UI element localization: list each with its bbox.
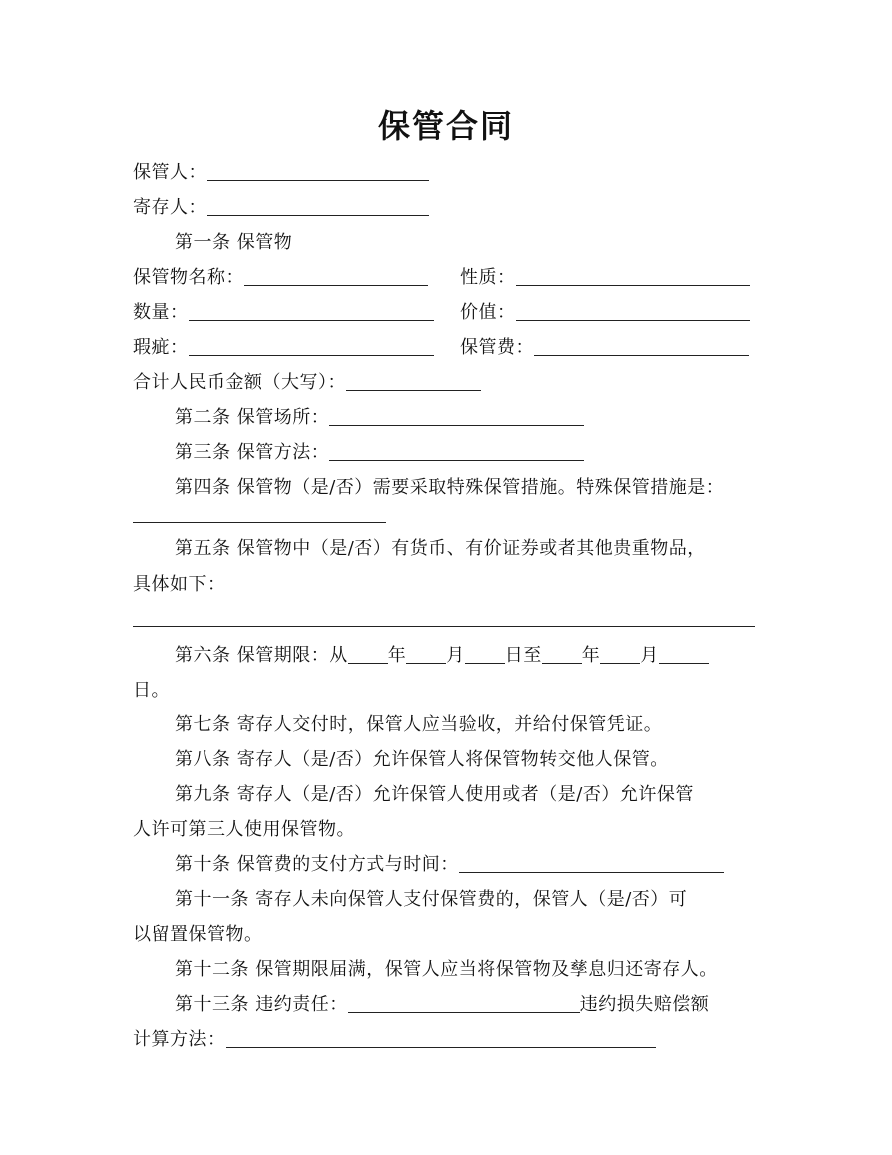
total-amount-label: 合计人民币金额（大写）： <box>133 372 346 393</box>
depositor-blank[interactable] <box>207 197 429 216</box>
item-name-line <box>133 265 428 291</box>
document-title: 保管合同 <box>377 107 514 145</box>
quantity-label: 数量： <box>133 302 189 323</box>
article-13-line-2 <box>133 1027 656 1053</box>
end-month-blank[interactable] <box>600 645 640 664</box>
total-amount-blank[interactable] <box>346 372 481 391</box>
fee-line <box>460 335 749 361</box>
depositor-label: 寄存人： <box>133 197 207 218</box>
article-10-line <box>175 852 724 878</box>
article-10-label: 第十条 保管费的支付方式与时间： <box>175 854 459 875</box>
total-amount-line <box>133 370 481 396</box>
article-1-heading: 第一条 保管物 <box>175 232 293 253</box>
defect-blank[interactable] <box>189 337 434 356</box>
end-year-blank[interactable] <box>542 645 582 664</box>
damages-label: 违约损失赔偿额 <box>579 994 710 1015</box>
article-6-line <box>175 643 709 669</box>
value-label: 价值： <box>460 302 516 323</box>
start-year-blank[interactable] <box>348 645 388 664</box>
value-line <box>460 300 750 326</box>
year-label: 年 <box>387 645 407 666</box>
year-label-2: 年 <box>581 645 601 666</box>
quantity-blank[interactable] <box>189 302 434 321</box>
keeper-blank[interactable] <box>207 162 429 181</box>
storage-place-blank[interactable] <box>329 407 584 426</box>
article-11-line-1: 第十一条 寄存人未向保管人支付保管费的，保管人（是/否）可 <box>175 889 688 910</box>
nature-blank[interactable] <box>516 267 750 286</box>
day-to-label: 日至 <box>504 645 542 666</box>
defect-label: 瑕疵： <box>133 337 189 358</box>
calculation-method-blank[interactable] <box>226 1029 656 1048</box>
start-day-blank[interactable] <box>465 645 505 664</box>
article-11-line-2: 以留置保管物。 <box>133 924 263 945</box>
start-month-blank[interactable] <box>406 645 446 664</box>
article-2-label: 第二条 保管场所： <box>175 407 330 428</box>
nature-line <box>460 265 750 291</box>
liability-blank[interactable] <box>348 994 580 1013</box>
article-7-text: 第七条 寄存人交付时，保管人应当验收，并给付保管凭证。 <box>175 714 663 735</box>
item-name-blank[interactable] <box>244 267 428 286</box>
depositor-line <box>133 195 429 221</box>
calculation-method-label: 计算方法： <box>133 1029 226 1050</box>
article-2-line <box>175 405 584 431</box>
article-4-text: 第四条 保管物（是/否）需要采取特殊保管措施。特殊保管措施是： <box>175 477 725 498</box>
month-label: 月 <box>446 645 465 666</box>
storage-method-blank[interactable] <box>329 442 584 461</box>
keeper-label: 保管人： <box>133 162 207 183</box>
article-6-label: 第六条 保管期限：从 <box>175 645 348 666</box>
defect-line <box>133 335 434 361</box>
end-day-blank[interactable] <box>659 645 709 664</box>
article-9-line-2: 人许可第三人使用保管物。 <box>133 819 355 840</box>
article-5-line-2: 具体如下： <box>133 574 226 595</box>
fee-label: 保管费： <box>460 337 534 358</box>
article-12-text: 第十二条 保管期限届满，保管人应当将保管物及孳息归还寄存人。 <box>175 959 718 980</box>
article-13-line-1 <box>175 992 709 1018</box>
article-3-label: 第三条 保管方法： <box>175 442 330 463</box>
article-9-line-1: 第九条 寄存人（是/否）允许保管人使用或者（是/否）允许保管 <box>175 784 694 805</box>
article-6-end: 日。 <box>133 680 170 701</box>
item-name-label: 保管物名称： <box>133 267 244 288</box>
article-13-label: 第十三条 违约责任： <box>175 994 348 1015</box>
article-5-line-1: 第五条 保管物中（是/否）有货币、有价证券或者其他贵重物品， <box>175 538 706 559</box>
fee-blank[interactable] <box>534 337 749 356</box>
article-8-text: 第八条 寄存人（是/否）允许保管人将保管物转交他人保管。 <box>175 749 669 770</box>
nature-label: 性质： <box>460 267 516 288</box>
quantity-line <box>133 300 434 326</box>
special-measures-blank[interactable] <box>133 522 386 523</box>
valuables-details-blank[interactable] <box>133 626 755 627</box>
value-blank[interactable] <box>516 302 750 321</box>
keeper-line <box>133 160 429 186</box>
payment-method-blank[interactable] <box>459 854 724 873</box>
month-label-2: 月 <box>640 645 659 666</box>
article-3-line <box>175 440 584 466</box>
